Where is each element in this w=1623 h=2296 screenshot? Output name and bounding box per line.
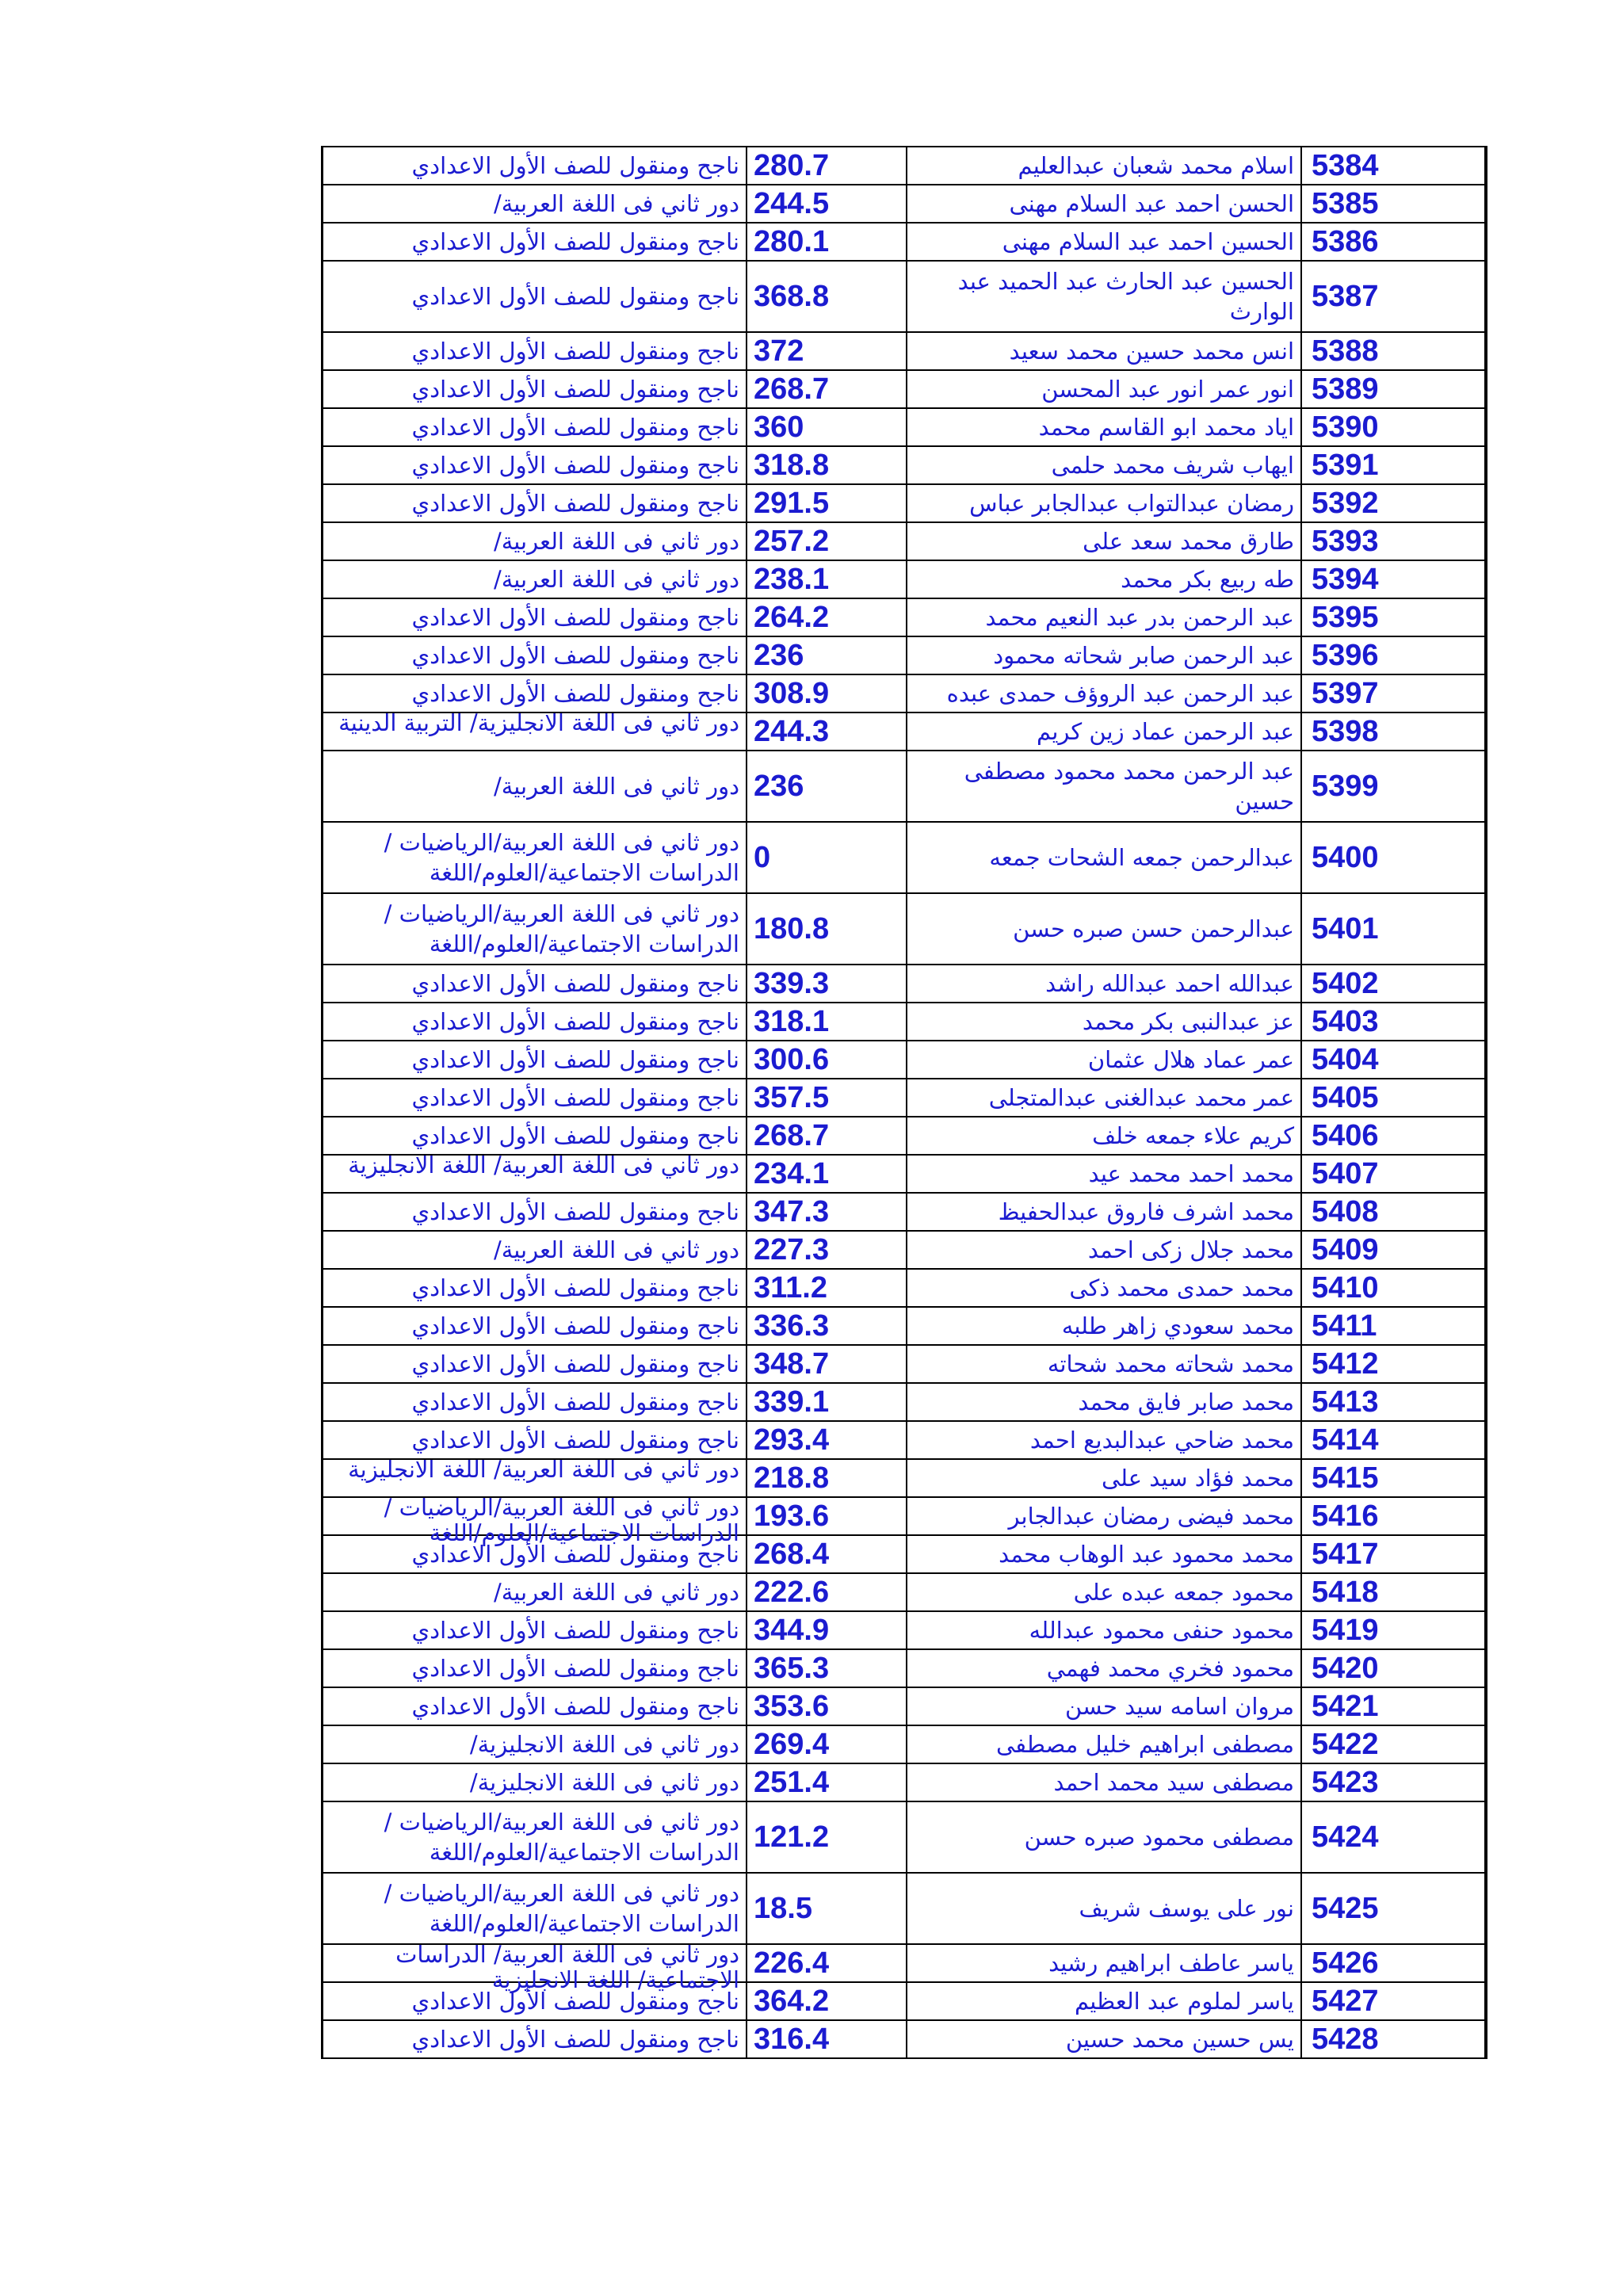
student-name-cell: عبد الرحمن عماد زين كريم (907, 712, 1301, 751)
seat-number-cell: 5410 (1301, 1269, 1486, 1307)
seat-number-cell: 5409 (1301, 1231, 1486, 1269)
table-row (323, 484, 1487, 522)
seat-number-cell: 5419 (1301, 1611, 1486, 1649)
total-score-cell: 365.3 (747, 1649, 907, 1687)
table-row (323, 223, 1487, 261)
table-row (323, 522, 1487, 560)
student-name-cell: الحسين عبد الحارث عبد الحميد عبد الوارث (907, 261, 1301, 332)
result-status-cell: ناجح ومنقول للصف الأول الاعدادي (323, 1535, 747, 1573)
seat-number-cell: 5413 (1301, 1383, 1486, 1421)
seat-number-cell: 5396 (1301, 636, 1486, 674)
table-row (323, 1944, 1487, 1982)
total-score-cell: 234.1 (747, 1155, 907, 1193)
result-status-cell: دور ثاني فى اللغة العربية/الرياضيات / الدراسات الاجتماعية/العلوم/اللغة (323, 893, 747, 965)
result-status-cell: ناجح ومنقول للصف الأول الاعدادي (323, 674, 747, 712)
table-row (323, 1193, 1487, 1231)
table-row (323, 1041, 1487, 1079)
total-score-cell: 336.3 (747, 1307, 907, 1345)
student-name-cell: عبدالله احمد عبدالله راشد (907, 965, 1301, 1003)
table-row (323, 598, 1487, 636)
seat-number-cell: 5407 (1301, 1155, 1486, 1193)
total-score-cell: 180.8 (747, 893, 907, 965)
seat-number-cell: 5398 (1301, 712, 1486, 751)
total-score-cell: 244.3 (747, 712, 907, 751)
total-score-cell: 360 (747, 408, 907, 446)
result-status-cell (323, 1494, 747, 1546)
result-status-cell: ناجح ومنقول للصف الأول الاعدادي (323, 1193, 747, 1231)
seat-number-cell: 5390 (1301, 408, 1486, 446)
student-name-cell: محمد فيضى رمضان عبدالجابر (907, 1497, 1301, 1535)
student-name-cell: عبدالرحمن جمعه الشحات جمعه (907, 822, 1301, 893)
result-status-cell: ناجح ومنقول للصف الأول الاعدادي (323, 408, 747, 446)
result-status-cell: ناجح ومنقول للصف الأول الاعدادي (323, 370, 747, 408)
seat-number-cell: 5428 (1301, 2020, 1486, 2058)
student-name-cell: يس حسين محمد حسين (907, 2020, 1301, 2058)
table-row (323, 1269, 1487, 1307)
table-row (323, 408, 1487, 446)
result-status-text: دور ثاني فى اللغة العربية/الرياضيات / الدراسات الاجتماعية/العلوم/اللغة (384, 1494, 739, 1546)
student-name-cell: الحسن احمد عبد السلام مهنى (907, 185, 1301, 223)
student-name-cell: مروان اسامه سيد حسن (907, 1687, 1301, 1725)
total-score-cell: 236 (747, 636, 907, 674)
total-score-cell: 308.9 (747, 674, 907, 712)
seat-number-cell: 5411 (1301, 1307, 1486, 1345)
seat-number-cell: 5417 (1301, 1535, 1486, 1573)
total-score-cell: 353.6 (747, 1687, 907, 1725)
student-name-cell: رمضان عبدالتواب عبدالجابر عباس (907, 484, 1301, 522)
total-score-cell: 257.2 (747, 522, 907, 560)
table-row (323, 1982, 1487, 2020)
seat-number-cell: 5414 (1301, 1421, 1486, 1459)
result-status-cell: دور ثاني فى اللغة العربية/الرياضيات / الدراسات الاجتماعية/العلوم/اللغة (323, 1873, 747, 1944)
result-status-text: دور ثاني فى اللغة العربية/ اللغة الانجليزية (348, 1456, 739, 1483)
student-name-cell: اياد محمد ابو القاسم محمد (907, 408, 1301, 446)
result-status-cell (323, 709, 747, 751)
result-status-text: دور ثاني فى اللغة العربية/ الدراسات الاجتماعية/ اللغة الانجليزية (395, 1941, 739, 1993)
table-row (323, 1535, 1487, 1573)
student-name-cell: مصطفى ابراهيم خليل مصطفى (907, 1725, 1301, 1763)
student-name-cell: محمد فؤاد سيد على (907, 1459, 1301, 1497)
table-row (323, 893, 1487, 965)
student-name-cell: محمود فخري محمد فهمي (907, 1649, 1301, 1687)
total-score-cell: 318.8 (747, 446, 907, 484)
result-status-cell: ناجح ومنقول للصف الأول الاعدادي (323, 1345, 747, 1383)
student-name-cell: انور عمر انور عبد المحسن (907, 370, 1301, 408)
seat-number-cell: 5389 (1301, 370, 1486, 408)
student-name-cell: طه ربيع بكر محمد (907, 560, 1301, 598)
seat-number-cell: 5415 (1301, 1459, 1486, 1497)
total-score-cell: 348.7 (747, 1345, 907, 1383)
student-name-cell: محمد شحاته محمد شحاته (907, 1345, 1301, 1383)
table-row (323, 1003, 1487, 1041)
table-row (323, 965, 1487, 1003)
student-name-cell: محمد سعودي زاهر طلبه (907, 1307, 1301, 1345)
total-score-cell: 311.2 (747, 1269, 907, 1307)
total-score-cell: 264.2 (747, 598, 907, 636)
student-name-cell: ياسر عاطف ابراهيم رشيد (907, 1944, 1301, 1982)
student-name-cell: محمد ضاحي عبدالبديع احمد (907, 1421, 1301, 1459)
student-name-cell: ياسر لملوم عبد العظيم (907, 1982, 1301, 2020)
student-name-cell: مصطفى سيد محمد احمد (907, 1763, 1301, 1801)
total-score-cell: 193.6 (747, 1497, 907, 1535)
total-score-cell: 339.3 (747, 965, 907, 1003)
table-row (323, 1649, 1487, 1687)
total-score-cell: 269.4 (747, 1725, 907, 1763)
table-row (323, 674, 1487, 712)
total-score-cell: 372 (747, 332, 907, 370)
table-row (323, 751, 1487, 822)
seat-number-cell: 5421 (1301, 1687, 1486, 1725)
seat-number-cell: 5405 (1301, 1079, 1486, 1117)
table-row (323, 370, 1487, 408)
table-row (323, 1421, 1487, 1459)
table-row (323, 1611, 1487, 1649)
result-status-cell: ناجح ومنقول للصف الأول الاعدادي (323, 598, 747, 636)
table-row (323, 1725, 1487, 1763)
table-row (323, 1687, 1487, 1725)
total-score-cell: 244.5 (747, 185, 907, 223)
seat-number-cell: 5391 (1301, 446, 1486, 484)
result-status-cell: ناجح ومنقول للصف الأول الاعدادي (323, 446, 747, 484)
student-name-cell: مصطفى محمود صبره حسن (907, 1801, 1301, 1873)
total-score-cell: 300.6 (747, 1041, 907, 1079)
table-row (323, 1801, 1487, 1873)
student-name-cell: نور على يوسف شريف (907, 1873, 1301, 1944)
table-row (323, 1763, 1487, 1801)
result-status-cell: دور ثاني فى اللغة الانجليزية/ (323, 1763, 747, 1801)
student-name-cell: عبد الرحمن بدر عبد النعيم محمد (907, 598, 1301, 636)
seat-number-cell: 5385 (1301, 185, 1486, 223)
table-row (323, 1155, 1487, 1193)
seat-number-cell: 5393 (1301, 522, 1486, 560)
seat-number-cell: 5406 (1301, 1117, 1486, 1155)
result-status-cell: ناجح ومنقول للصف الأول الاعدادي (323, 1687, 747, 1725)
total-score-cell: 339.1 (747, 1383, 907, 1421)
student-name-cell: طارق محمد سعد على (907, 522, 1301, 560)
student-name-cell: محمد جلال زكى احمد (907, 1231, 1301, 1269)
student-name-cell: انس محمد حسين محمد سعيد (907, 332, 1301, 370)
total-score-cell: 347.3 (747, 1193, 907, 1231)
total-score-cell: 227.3 (747, 1231, 907, 1269)
result-status-cell: ناجح ومنقول للصف الأول الاعدادي (323, 1269, 747, 1307)
total-score-cell: 318.1 (747, 1003, 907, 1041)
total-score-cell: 226.4 (747, 1944, 907, 1982)
seat-number-cell: 5394 (1301, 560, 1486, 598)
seat-number-cell: 5424 (1301, 1801, 1486, 1873)
seat-number-cell: 5416 (1301, 1497, 1486, 1535)
result-status-cell (323, 1456, 747, 1497)
total-score-cell: 268.7 (747, 1117, 907, 1155)
student-name-cell: محمد احمد محمد عيد (907, 1155, 1301, 1193)
student-name-cell: محمد محمود عبد الوهاب محمد (907, 1535, 1301, 1573)
table-row (323, 1307, 1487, 1345)
table-row (323, 636, 1487, 674)
total-score-cell: 268.4 (747, 1535, 907, 1573)
table-row (323, 560, 1487, 598)
total-score-cell: 357.5 (747, 1079, 907, 1117)
total-score-cell: 291.5 (747, 484, 907, 522)
result-status-cell: ناجح ومنقول للصف الأول الاعدادي (323, 1117, 747, 1155)
student-name-cell: محمد حمدى محمد ذكى (907, 1269, 1301, 1307)
result-status-cell: ناجح ومنقول للصف الأول الاعدادي (323, 2020, 747, 2058)
total-score-cell: 364.2 (747, 1982, 907, 2020)
table-row (323, 1873, 1487, 1944)
results-table-body (323, 147, 1487, 2058)
result-status-cell: ناجح ومنقول للصف الأول الاعدادي (323, 1041, 747, 1079)
result-status-cell (323, 1152, 747, 1193)
table-row (323, 2020, 1487, 2058)
total-score-cell: 316.4 (747, 2020, 907, 2058)
result-status-cell: دور ثاني فى اللغة العربية/الرياضيات / الدراسات الاجتماعية/العلوم/اللغة (323, 1801, 747, 1873)
student-name-cell: الحسين احمد عبد السلام مهنى (907, 223, 1301, 261)
result-status-text: دور ثاني فى اللغة العربية/ اللغة الانجليزية (348, 1152, 739, 1179)
result-status-cell: دور ثاني فى اللغة الانجليزية/ (323, 1725, 747, 1763)
result-status-cell: دور ثاني فى اللغة العربية/الرياضيات / الدراسات الاجتماعية/العلوم/اللغة (323, 822, 747, 893)
total-score-cell: 218.8 (747, 1459, 907, 1497)
result-status-cell: ناجح ومنقول للصف الأول الاعدادي (323, 1383, 747, 1421)
result-status-cell (323, 1941, 747, 1993)
result-status-cell: ناجح ومنقول للصف الأول الاعدادي (323, 1307, 747, 1345)
total-score-cell: 236 (747, 751, 907, 822)
total-score-cell: 268.7 (747, 370, 907, 408)
student-name-cell: اسلام محمد شعبان عبدالعليم (907, 147, 1301, 185)
total-score-cell: 121.2 (747, 1801, 907, 1873)
result-status-cell: ناجح ومنقول للصف الأول الاعدادي (323, 332, 747, 370)
seat-number-cell: 5420 (1301, 1649, 1486, 1687)
table-row (323, 1345, 1487, 1383)
seat-number-cell: 5400 (1301, 822, 1486, 893)
seat-number-cell: 5387 (1301, 261, 1486, 332)
result-status-cell: دور ثاني فى اللغة العربية/ (323, 1231, 747, 1269)
seat-number-cell: 5402 (1301, 965, 1486, 1003)
table-row (323, 1079, 1487, 1117)
result-status-cell: دور ثاني فى اللغة العربية/ (323, 185, 747, 223)
table-row (323, 185, 1487, 223)
result-status-cell: دور ثاني فى اللغة العربية/ (323, 560, 747, 598)
table-row (323, 1497, 1487, 1535)
seat-number-cell: 5384 (1301, 147, 1486, 185)
seat-number-cell: 5425 (1301, 1873, 1486, 1944)
seat-number-cell: 5422 (1301, 1725, 1486, 1763)
student-name-cell: ايهاب شريف محمد حلمى (907, 446, 1301, 484)
result-status-cell: ناجح ومنقول للصف الأول الاعدادي (323, 147, 747, 185)
table-row (323, 822, 1487, 893)
result-status-cell: ناجح ومنقول للصف الأول الاعدادي (323, 1003, 747, 1041)
result-status-cell: ناجح ومنقول للصف الأول الاعدادي (323, 1649, 747, 1687)
seat-number-cell: 5412 (1301, 1345, 1486, 1383)
table-row (323, 1231, 1487, 1269)
total-score-cell: 293.4 (747, 1421, 907, 1459)
result-status-cell: ناجح ومنقول للصف الأول الاعدادي (323, 261, 747, 332)
result-status-cell: ناجح ومنقول للصف الأول الاعدادي (323, 1982, 747, 2020)
student-name-cell: عبدالرحمن حسن صبره حسن (907, 893, 1301, 965)
student-name-cell: عمر عماد هلال عثمان (907, 1041, 1301, 1079)
table-row (323, 1459, 1487, 1497)
table-row (323, 1383, 1487, 1421)
seat-number-cell: 5418 (1301, 1573, 1486, 1611)
seat-number-cell: 5408 (1301, 1193, 1486, 1231)
seat-number-cell: 5399 (1301, 751, 1486, 822)
seat-number-cell: 5392 (1301, 484, 1486, 522)
student-name-cell: محمود جمعه عبده على (907, 1573, 1301, 1611)
student-name-cell: عبد الرحمن صابر شحاته محمود (907, 636, 1301, 674)
result-status-cell: دور ثاني فى اللغة العربية/ (323, 1573, 747, 1611)
student-name-cell: عمر محمد عبدالغنى عبدالمتجلى (907, 1079, 1301, 1117)
result-status-cell: ناجح ومنقول للصف الأول الاعدادي (323, 223, 747, 261)
table-row (323, 147, 1487, 185)
student-name-cell: عز عبدالنبى بكر محمد (907, 1003, 1301, 1041)
total-score-cell: 368.8 (747, 261, 907, 332)
student-name-cell: عبد الرحمن عبد الروؤف حمدى عبده (907, 674, 1301, 712)
total-score-cell: 344.9 (747, 1611, 907, 1649)
seat-number-cell: 5404 (1301, 1041, 1486, 1079)
student-name-cell: محمد صابر فايق محمد (907, 1383, 1301, 1421)
student-name-cell: محمد اشرف فاروق عبدالحفيظ (907, 1193, 1301, 1231)
result-status-cell: ناجح ومنقول للصف الأول الاعدادي (323, 1079, 747, 1117)
seat-number-cell: 5386 (1301, 223, 1486, 261)
result-status-cell: ناجح ومنقول للصف الأول الاعدادي (323, 1611, 747, 1649)
seat-number-cell: 5423 (1301, 1763, 1486, 1801)
results-table (321, 146, 1487, 2059)
total-score-cell: 280.1 (747, 223, 907, 261)
table-row (323, 332, 1487, 370)
table-row (323, 712, 1487, 751)
total-score-cell: 18.5 (747, 1873, 907, 1944)
table-row (323, 1117, 1487, 1155)
total-score-cell: 280.7 (747, 147, 907, 185)
seat-number-cell: 5395 (1301, 598, 1486, 636)
seat-number-cell: 5401 (1301, 893, 1486, 965)
table-row (323, 261, 1487, 332)
result-status-cell: ناجح ومنقول للصف الأول الاعدادي (323, 1421, 747, 1459)
student-name-cell: عبد الرحمن محمد محمود مصطفى حسين (907, 751, 1301, 822)
seat-number-cell: 5388 (1301, 332, 1486, 370)
table-row (323, 1573, 1487, 1611)
seat-number-cell: 5403 (1301, 1003, 1486, 1041)
result-status-text: دور ثاني فى اللغة الانجليزية/ التربية الدينية (338, 709, 739, 736)
total-score-cell: 251.4 (747, 1763, 907, 1801)
result-status-cell: ناجح ومنقول للصف الأول الاعدادي (323, 965, 747, 1003)
result-status-cell: ناجح ومنقول للصف الأول الاعدادي (323, 636, 747, 674)
table-row (323, 446, 1487, 484)
result-status-cell: ناجح ومنقول للصف الأول الاعدادي (323, 484, 747, 522)
student-name-cell: كريم علاء جمعه خلف (907, 1117, 1301, 1155)
total-score-cell: 0 (747, 822, 907, 893)
result-status-cell: دور ثاني فى اللغة العربية/ (323, 522, 747, 560)
seat-number-cell: 5397 (1301, 674, 1486, 712)
total-score-cell: 238.1 (747, 560, 907, 598)
seat-number-cell: 5427 (1301, 1982, 1486, 2020)
result-status-cell: دور ثاني فى اللغة العربية/ (323, 751, 747, 822)
student-name-cell: محمود حنفى محمود عبدالله (907, 1611, 1301, 1649)
seat-number-cell: 5426 (1301, 1944, 1486, 1982)
total-score-cell: 222.6 (747, 1573, 907, 1611)
